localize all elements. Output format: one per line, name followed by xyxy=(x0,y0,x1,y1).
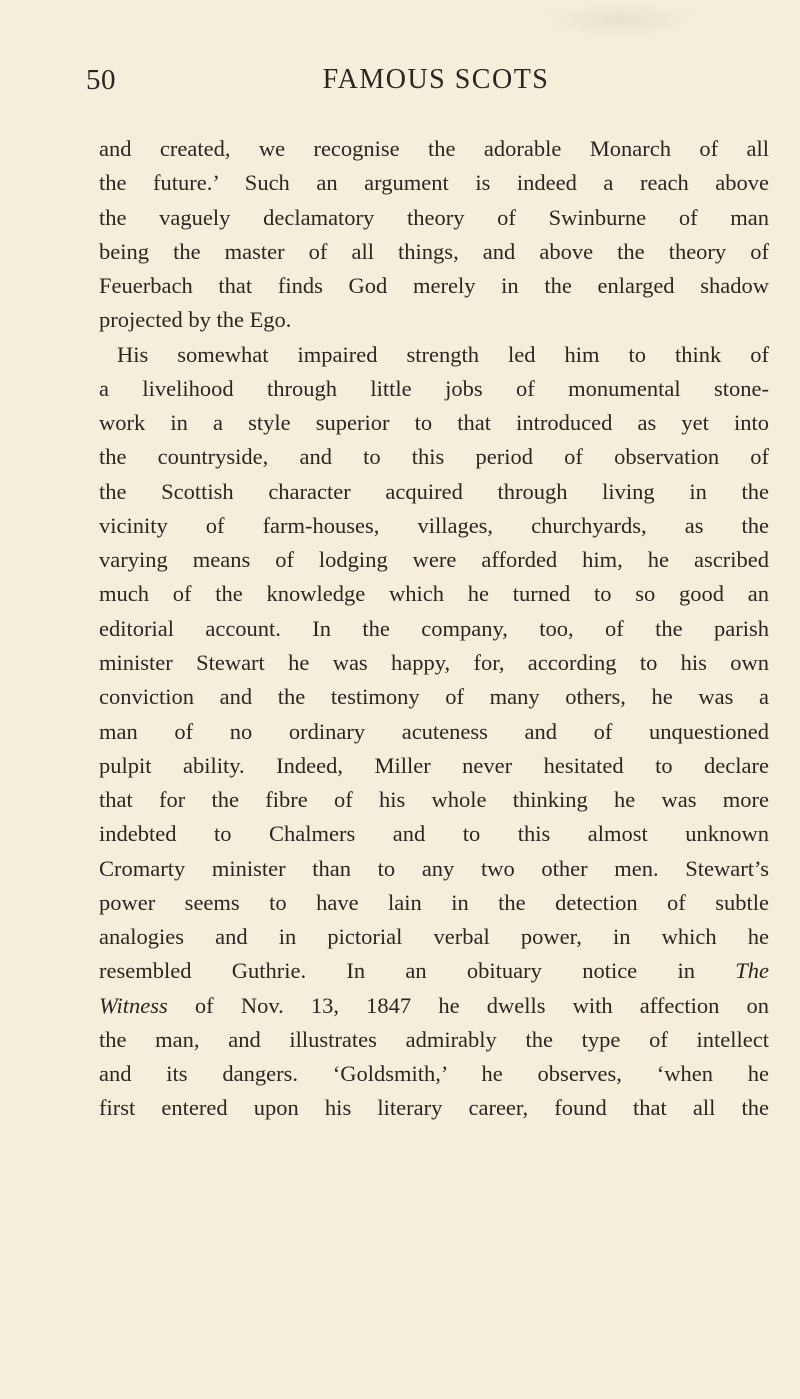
text-line: vicinity of farm-houses, villages, churchyards, as the xyxy=(99,512,769,538)
text-line: projected by the Ego. xyxy=(99,307,292,333)
text-line: varying means of lodging were afforded him, he ascribed xyxy=(99,547,769,573)
italic-title: The xyxy=(735,958,770,984)
text-line: editorial account. In the company, too, of the parish xyxy=(99,615,769,641)
text-line: indebted to Chalmers and to this almost unknown xyxy=(99,821,769,847)
text-line: and its dangers. ‘Goldsmith,’ he observes, ‘when he xyxy=(99,1061,769,1087)
text-line: work in a style superior to that introduced as yet into xyxy=(99,410,769,436)
text-line: first entered upon his literary career, found that all the xyxy=(99,1095,769,1121)
italic-title: Witness xyxy=(99,992,168,1018)
body-text xyxy=(99,132,769,1126)
text-line: pulpit ability. Indeed, Miller never hesitated to declare xyxy=(99,752,769,778)
page-header-title: FAMOUS SCOTS xyxy=(322,64,550,95)
text-line: the vaguely declamatory theory of Swinburne of man xyxy=(99,204,769,230)
text-line: the man, and illustrates admirably the type of intellect xyxy=(99,1026,769,1052)
text-line: Feuerbach that finds God merely in the enlarged shadow xyxy=(99,273,769,299)
text-line: His somewhat impaired strength led him to think of xyxy=(117,341,769,367)
text-line: the countryside, and to this period of observation of xyxy=(99,444,769,470)
text-line: the Scottish character acquired through living in the xyxy=(99,478,769,504)
text-line: the future.’ Such an argument is indeed a reach above xyxy=(99,170,769,196)
text-segment: of Nov. 13, 1847 he dwells with affection on xyxy=(167,992,769,1018)
text-line: power seems to have lain in the detection of subtle xyxy=(99,889,769,915)
paper-stain xyxy=(540,0,700,40)
text-line: that for the fibre of his whole thinking he was more xyxy=(99,787,769,813)
text-line: Cromarty minister than to any two other men. Stewart’s xyxy=(99,855,769,881)
text-line: much of the knowledge which he turned to so good an xyxy=(99,581,769,607)
text-line: a livelihood through little jobs of monumental stone- xyxy=(99,375,769,401)
page-number: 50 xyxy=(86,64,116,96)
text-line: analogies and in pictorial verbal power, in which he xyxy=(99,924,769,950)
text-line: and created, we recognise the adorable Monarch of all xyxy=(99,136,769,161)
text-segment: resembled Guthrie. In an obituary notice in xyxy=(99,958,695,984)
text-line xyxy=(99,954,769,988)
text-line: minister Stewart he was happy, for, according to his own xyxy=(99,649,769,675)
text-line: conviction and the testimony of many others, he was a xyxy=(99,684,769,710)
text-line: being the master of all things, and above the theory of xyxy=(99,238,769,264)
text-line: man of no ordinary acuteness and of unquestioned xyxy=(99,718,769,744)
text-line xyxy=(99,989,769,1023)
running-head xyxy=(86,62,766,98)
